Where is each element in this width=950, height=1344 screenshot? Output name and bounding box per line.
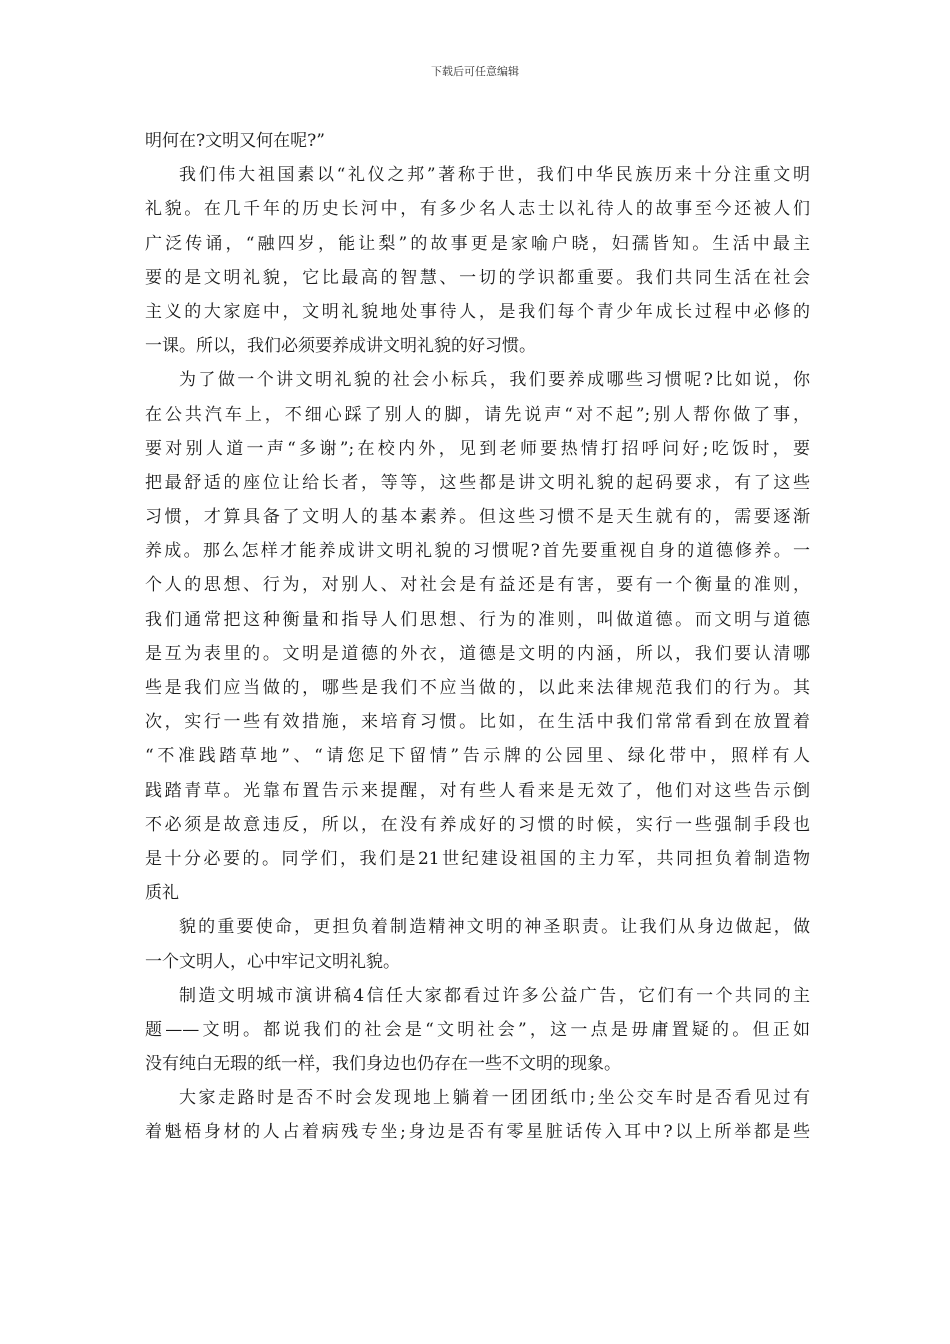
text-line: 没有纯白无瑕的纸一样，我们身边也仍存在一些不文明的现象。 [145, 1054, 621, 1075]
text-line: 次，实行一些有效措施，来培育习惯。比如，在生活中我们常常看到在放置着 [145, 712, 810, 733]
text-line: 制造文明城市演讲稿4信任大家都看过许多公益广告，它们有一个共同的主 [179, 985, 810, 1006]
text-line: 是互为表里的。文明是道德的外衣，道德是文明的内涵，所以，我们要认清哪 [145, 643, 810, 664]
text-line: 广泛传诵，“融四岁，能让梨”的故事更是家喻户晓，妇孺皆知。生活中最主 [145, 233, 810, 254]
text-line: 践踏青草。光靠布置告示来提醒，对有些人看来是无效了，他们对这些告示倒 [145, 780, 810, 801]
text-line: 要的是文明礼貌，它比最高的智慧、一切的学识都重要。我们共同生活在社会 [145, 267, 810, 288]
text-line: 为了做一个讲文明礼貌的社会小标兵，我们要养成哪些习惯呢?比如说，你 [179, 370, 810, 391]
text-line: 着魁梧身材的人占着病残专坐;身边是否有零星脏话传入耳中?以上所举都是些 [145, 1122, 810, 1143]
text-line: 把最舒适的座位让给长者，等等，这些都是讲文明礼貌的起码要求，有了这些 [145, 472, 810, 493]
text-line: 不必须是故意违反，所以，在没有养成好的习惯的时候，实行一些强制手段也 [145, 814, 810, 835]
text-line: 礼貌。在几千年的历史长河中，有多少名人志士以礼待人的故事至今还被人们 [145, 199, 810, 220]
text-line: 我们伟大祖国素以“礼仪之邦”著称于世，我们中华民族历来十分注重文明 [179, 165, 810, 186]
page-header-caption: 下载后可任意编辑 [431, 65, 519, 78]
text-line: 一个文明人，心中牢记文明礼貌。 [145, 951, 400, 972]
text-line: 习惯，才算具备了文明人的基本素养。但这些习惯不是天生就有的，需要逐渐 [145, 507, 810, 528]
text-line: 我们通常把这种衡量和指导人们思想、行为的准则，叫做道德。而文明与道德 [145, 609, 810, 630]
text-line: 主义的大家庭中，文明礼貌地处事待人，是我们每个青少年成长过程中必修的 [145, 301, 810, 322]
text-line: 养成。那么怎样才能养成讲文明礼貌的习惯呢?首先要重视自身的道德修养。一 [145, 541, 810, 562]
text-line: “不准践踏草地”、“请您足下留情”告示牌的公园里、绿化带中，照样有人 [145, 746, 810, 767]
text-line: 质礼 [145, 883, 179, 904]
text-line: 貌的重要使命，更担负着制造精神文明的神圣职责。让我们从身边做起，做 [179, 917, 810, 938]
text-line: 个人的思想、行为，对别人、对社会是有益还是有害，要有一个衡量的准则， [145, 575, 810, 596]
text-line: 一课。所以，我们必须要养成讲文明礼貌的好习惯。 [145, 336, 536, 357]
text-line: 题——文明。都说我们的社会是“文明社会”，这一点是毋庸置疑的。但正如 [145, 1019, 810, 1040]
text-line: 是十分必要的。同学们，我们是21世纪建设祖国的主力军，共同担负着制造物 [145, 848, 810, 869]
text-line: 些是我们应当做的，哪些是我们不应当做的，以此来法律规范我们的行为。其 [145, 678, 810, 698]
text-line: 在公共汽车上，不细心踩了别人的脚，请先说声“对不起”;别人帮你做了事， [145, 404, 810, 425]
text-line: 明何在?文明又何在呢?” [145, 131, 325, 151]
document-body [145, 124, 810, 1150]
text-line: 要对别人道一声“多谢”;在校内外，见到老师要热情打招呼问好;吃饭时，要 [145, 438, 810, 459]
text-line: 大家走路时是否不时会发现地上躺着一团团纸巾;坐公交车时是否看见过有 [179, 1088, 810, 1109]
